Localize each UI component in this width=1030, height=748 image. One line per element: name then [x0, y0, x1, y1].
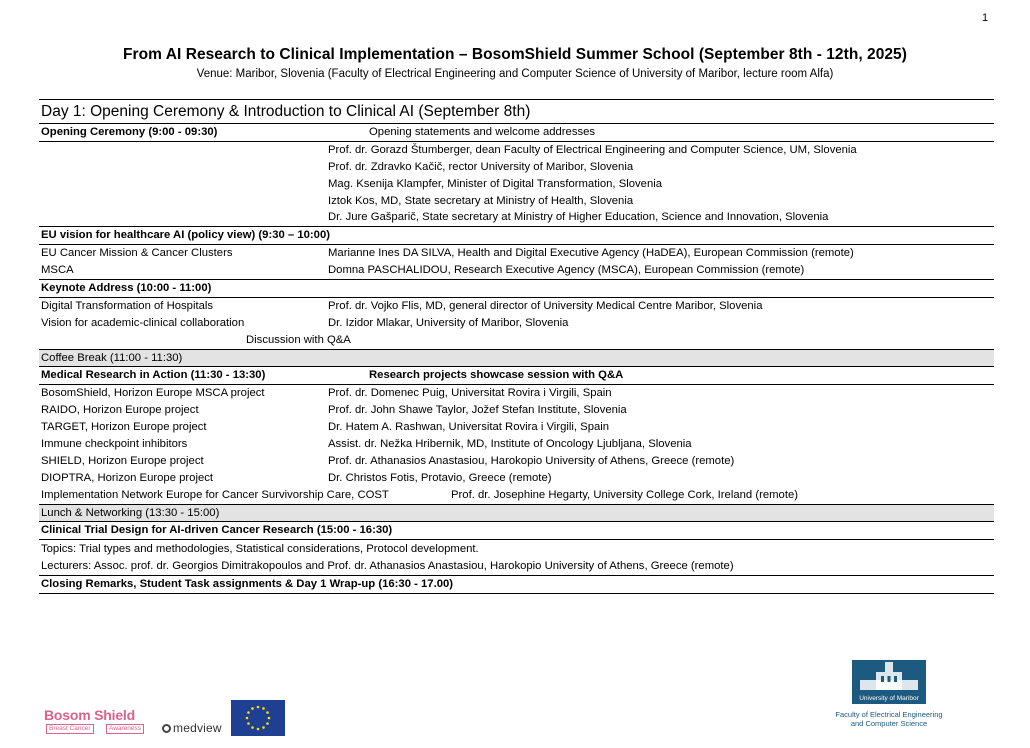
- topic: Implementation Network Europe for Cancer Survivorship Care, COST: [41, 488, 389, 501]
- agenda-row: [39, 453, 994, 470]
- topic: RAIDO, Horizon Europe project: [41, 404, 199, 417]
- faculty-line-2: and Computer Science: [850, 719, 928, 728]
- clinical-trial-header: [39, 522, 994, 539]
- eu-star: [257, 728, 260, 731]
- speaker: Assist. dr. Nežka Hribernik, MD, Institute of Oncology Ljubljana, Slovenia: [328, 438, 692, 451]
- speaker: Prof. dr. Domenec Puig, Universitat Rovira i Virgili, Spain: [328, 387, 612, 400]
- speaker: Prof. dr. Vojko Flis, MD, general director of University Medical Centre Maribor, Slovenia: [328, 299, 763, 312]
- bosomshield-logo: [44, 707, 156, 734]
- coffee-break-row: [39, 350, 994, 367]
- agenda-row: [39, 436, 994, 453]
- section-heading: Medical Research in Action (11:30 - 13:30): [41, 369, 266, 382]
- speaker-row: [39, 142, 994, 159]
- agenda-row: [39, 470, 994, 487]
- medview-text: medview: [173, 721, 222, 735]
- eu-star: [266, 711, 269, 714]
- eu-star: [262, 707, 265, 710]
- speaker: Prof. dr. Zdravko Kačič, rector University of Maribor, Slovenia: [328, 160, 634, 173]
- speaker: Iztok Kos, MD, State secretary at Ministry of Health, Slovenia: [328, 194, 634, 207]
- um-name: University of Maribor: [859, 695, 919, 702]
- discussion-label: Discussion with Q&A: [246, 333, 351, 346]
- day-title: Day 1: Opening Ceremony & Introduction to Clinical AI (September 8th): [41, 103, 531, 120]
- break-label: Lunch & Networking (13:30 - 15:00): [41, 506, 220, 519]
- eu-flag-logo: [231, 700, 285, 736]
- agenda-row: [39, 385, 994, 402]
- speaker: Domna PASCHALIDOU, Research Executive Agency (MSCA), European Commission (remote): [328, 264, 805, 277]
- speaker: Dr. Christos Fotis, Protavio, Greece (remote): [328, 471, 552, 484]
- agenda-row: [39, 298, 994, 315]
- speaker: Dr. Izidor Mlakar, University of Maribor, Slovenia: [328, 316, 569, 329]
- bosom-sub-right: Awareness: [106, 724, 144, 734]
- topic: EU Cancer Mission & Cancer Clusters: [41, 247, 233, 260]
- topic: MSCA: [41, 264, 74, 277]
- eu-star: [251, 726, 254, 729]
- document-title: From AI Research to Clinical Implementation – BosomShield Summer School (September 8th - 12th, 2025): [123, 46, 907, 63]
- speaker-row: [39, 176, 994, 193]
- speaker: Prof. dr. Josephine Hegarty, University College Cork, Ireland (remote): [451, 488, 798, 501]
- topic: Immune checkpoint inhibitors: [41, 438, 188, 451]
- lecturers-text: Lecturers: Assoc. prof. dr. Georgios Dimitrakopoulos and Prof. dr. Athanasios Anastasiou, Harokopio University of Athens, Greece (remote): [41, 560, 734, 573]
- discussion-row: [39, 332, 994, 349]
- agenda-row: [39, 419, 994, 436]
- opening-ceremony-header: [39, 124, 994, 141]
- speaker: Mag. Ksenija Klampfer, Minister of Digital Transformation, Slovenia: [328, 177, 663, 190]
- topic: SHIELD, Horizon Europe project: [41, 454, 204, 467]
- eu-vision-header: [39, 227, 994, 244]
- eu-star: [246, 717, 249, 720]
- section-heading: Clinical Trial Design for AI-driven Cancer Research (15:00 - 16:30): [41, 524, 393, 537]
- venue-line: Venue: Maribor, Slovenia (Faculty of Electrical Engineering and Computer Science of University of Maribor, lecture room Alfa): [196, 68, 834, 80]
- lunch-row: [39, 505, 994, 522]
- eu-star: [247, 711, 250, 714]
- speaker: Prof. dr. Athanasios Anastasiou, Harokopio University of Athens, Greece (remote): [328, 454, 735, 467]
- section-subtitle: Opening statements and welcome addresses: [369, 126, 596, 138]
- topic: Digital Transformation of Hospitals: [41, 299, 214, 312]
- agenda-table: [39, 99, 994, 594]
- agenda-row: [39, 262, 994, 279]
- speaker: Dr. Hatem A. Rashwan, Universitat Rovira i Virgili, Spain: [328, 421, 610, 434]
- topics-text: Topics: Trial types and methodologies, Statistical considerations, Protocol development.: [41, 543, 479, 556]
- speaker-row: [39, 159, 994, 176]
- speaker-row: [39, 193, 994, 210]
- eu-star: [257, 706, 260, 709]
- agenda-row: [39, 487, 994, 504]
- eu-star: [268, 717, 271, 720]
- topic: TARGET, Horizon Europe project: [41, 421, 207, 434]
- lecturers-row: [39, 558, 994, 575]
- agenda-row: [39, 245, 994, 262]
- speaker-row: [39, 209, 994, 226]
- page-number: 1: [982, 12, 989, 24]
- section-heading: EU vision for healthcare AI (policy view) (9:30 – 10:00): [41, 229, 331, 242]
- agenda-row: [39, 402, 994, 419]
- eu-star: [266, 722, 269, 725]
- university-of-maribor-logo: [816, 660, 962, 740]
- research-header: [39, 367, 994, 384]
- bosom-sub-left: Breast Cancer: [46, 724, 94, 734]
- eu-star: [247, 722, 250, 725]
- agenda-row: [39, 315, 994, 332]
- medview-icon: [162, 724, 171, 733]
- topic: DIOPTRA, Horizon Europe project: [41, 471, 214, 484]
- eu-stars-icon: [231, 700, 285, 736]
- bosomshield-logo-text: Bosom Shield: [44, 707, 135, 723]
- keynote-header: [39, 280, 994, 297]
- section-heading: Opening Ceremony (9:00 - 09:30): [41, 126, 218, 138]
- section-subtitle: Research projects showcase session with Q&A: [369, 369, 624, 382]
- speaker: Prof. dr. Gorazd Štumberger, dean Faculty of Electrical Engineering and Computer Science, UM, Slovenia: [328, 143, 857, 156]
- speaker: Marianne Ines DA SILVA, Health and Digital Executive Agency (HaDEA), European Commission (remote): [328, 247, 854, 260]
- speaker: Prof. dr. John Shawe Taylor, Jožef Stefan Institute, Slovenia: [328, 404, 627, 417]
- faculty-line-1: Faculty of Electrical Engineering: [835, 710, 943, 719]
- section-heading: Keynote Address (10:00 - 11:00): [41, 282, 212, 295]
- medview-logo: [162, 721, 222, 735]
- eu-star: [262, 726, 265, 729]
- topics-row: [39, 541, 994, 558]
- topic: BosomShield, Horizon Europe MSCA project: [41, 387, 265, 400]
- um-building-icon: [852, 660, 926, 704]
- section-heading: Closing Remarks, Student Task assignments & Day 1 Wrap-up (16:30 - 17.00): [41, 578, 454, 591]
- topic: Vision for academic-clinical collaboration: [41, 316, 245, 329]
- eu-star: [251, 707, 254, 710]
- speaker: Dr. Jure Gašparič, State secretary at Ministry of Higher Education, Science and Innovation, Slovenia: [328, 211, 829, 224]
- break-label: Coffee Break (11:00 - 11:30): [41, 351, 183, 364]
- closing-row: [39, 576, 994, 593]
